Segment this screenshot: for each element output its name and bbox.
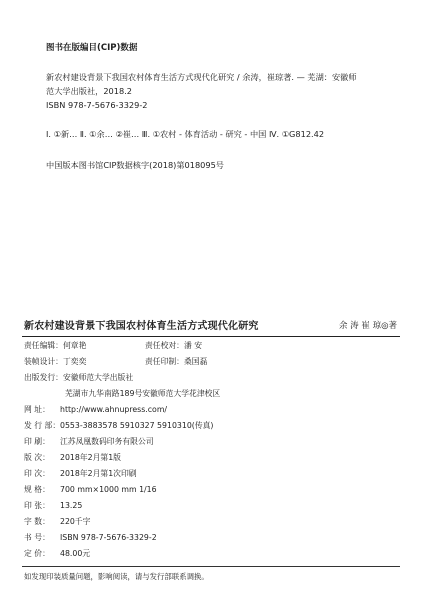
detail-label: 发 行 部： [24, 421, 61, 430]
detail-isbn [24, 532, 157, 543]
detail-label: 字 数： [24, 517, 50, 526]
detail-price [24, 548, 90, 559]
cip-classification: Ⅰ. ①新… Ⅱ. ①余… ②崔… Ⅲ. ①农村 - 体育活动 - 研究 - 中国 Ⅳ. ①G812.42 [46, 129, 325, 139]
detail-value: 江苏凤凰数码印务有限公司 [60, 437, 154, 446]
publisher-line [24, 372, 133, 383]
detail-value: 2018年2月第1次印刷 [60, 469, 137, 478]
detail-label: 规 格： [24, 485, 50, 494]
publisher-label: 出版发行： [24, 373, 63, 382]
detail-label: 网 址： [24, 405, 50, 414]
credit-designer: 装帧设计：丁奕奕 [24, 357, 87, 366]
detail-value: 220千字 [60, 517, 91, 526]
detail-value: 2018年2月第1版 [60, 453, 121, 462]
detail-sheets [24, 500, 82, 511]
detail-value: 48.00元 [60, 549, 91, 558]
cip-description-line2: 范大学出版社，2018.2 [46, 86, 132, 96]
detail-value: ISBN 978-7-5676-3329-2 [60, 533, 157, 542]
detail-format [24, 484, 157, 495]
title-divider [22, 336, 400, 337]
cip-heading: 图书在版编目(CIP)数据 [46, 43, 138, 53]
detail-label: 版 次： [24, 453, 50, 462]
detail-value: 13.25 [60, 501, 83, 510]
credit-editor: 责任编辑：何章艳 [24, 341, 87, 350]
detail-label: 书 号： [24, 533, 50, 542]
detail-label: 印 刷： [24, 437, 50, 446]
book-title: 新农村建设背景下我国农村体育生活方式现代化研究 [24, 321, 259, 332]
book-authors: 余 涛 崔 琼◎著 [338, 321, 397, 331]
detail-value: 700 mm×1000 mm 1/16 [60, 485, 157, 494]
detail-value: http://www.ahnupress.com/ [60, 405, 168, 414]
publisher-name: 安徽师范大学出版社 [62, 373, 134, 382]
detail-value: 0553-3883578 5910327 5910310(传真) [60, 421, 214, 430]
detail-label: 印 张： [24, 501, 50, 510]
detail-label: 定 价： [24, 549, 50, 558]
credit-printing-supervisor: 责任印制：桑国磊 [145, 357, 208, 366]
detail-distribution [24, 420, 213, 431]
footer-divider [22, 566, 400, 567]
credit-proofreader: 责任校对：潘 安 [145, 341, 203, 350]
detail-printer [24, 436, 154, 447]
cip-description-line1: 新农村建设背景下我国农村体育生活方式现代化研究 / 余涛，崔琼著. — 芜湖：安徽师 [46, 72, 357, 82]
detail-word-count [24, 516, 90, 527]
cip-record-number: 中国版本图书馆CIP数据核字(2018)第018095号 [46, 160, 224, 170]
detail-impression [24, 468, 137, 479]
detail-edition [24, 452, 121, 463]
detail-label: 印 次： [24, 469, 50, 478]
publisher-address: 芜湖市九华南路189号安徽师范大学花津校区 [65, 389, 221, 398]
footer-notice: 如发现印装质量问题，影响阅读，请与发行部联系调换。 [24, 572, 209, 581]
cip-isbn: ISBN 978-7-5676-3329-2 [46, 100, 148, 110]
detail-website [24, 404, 167, 415]
